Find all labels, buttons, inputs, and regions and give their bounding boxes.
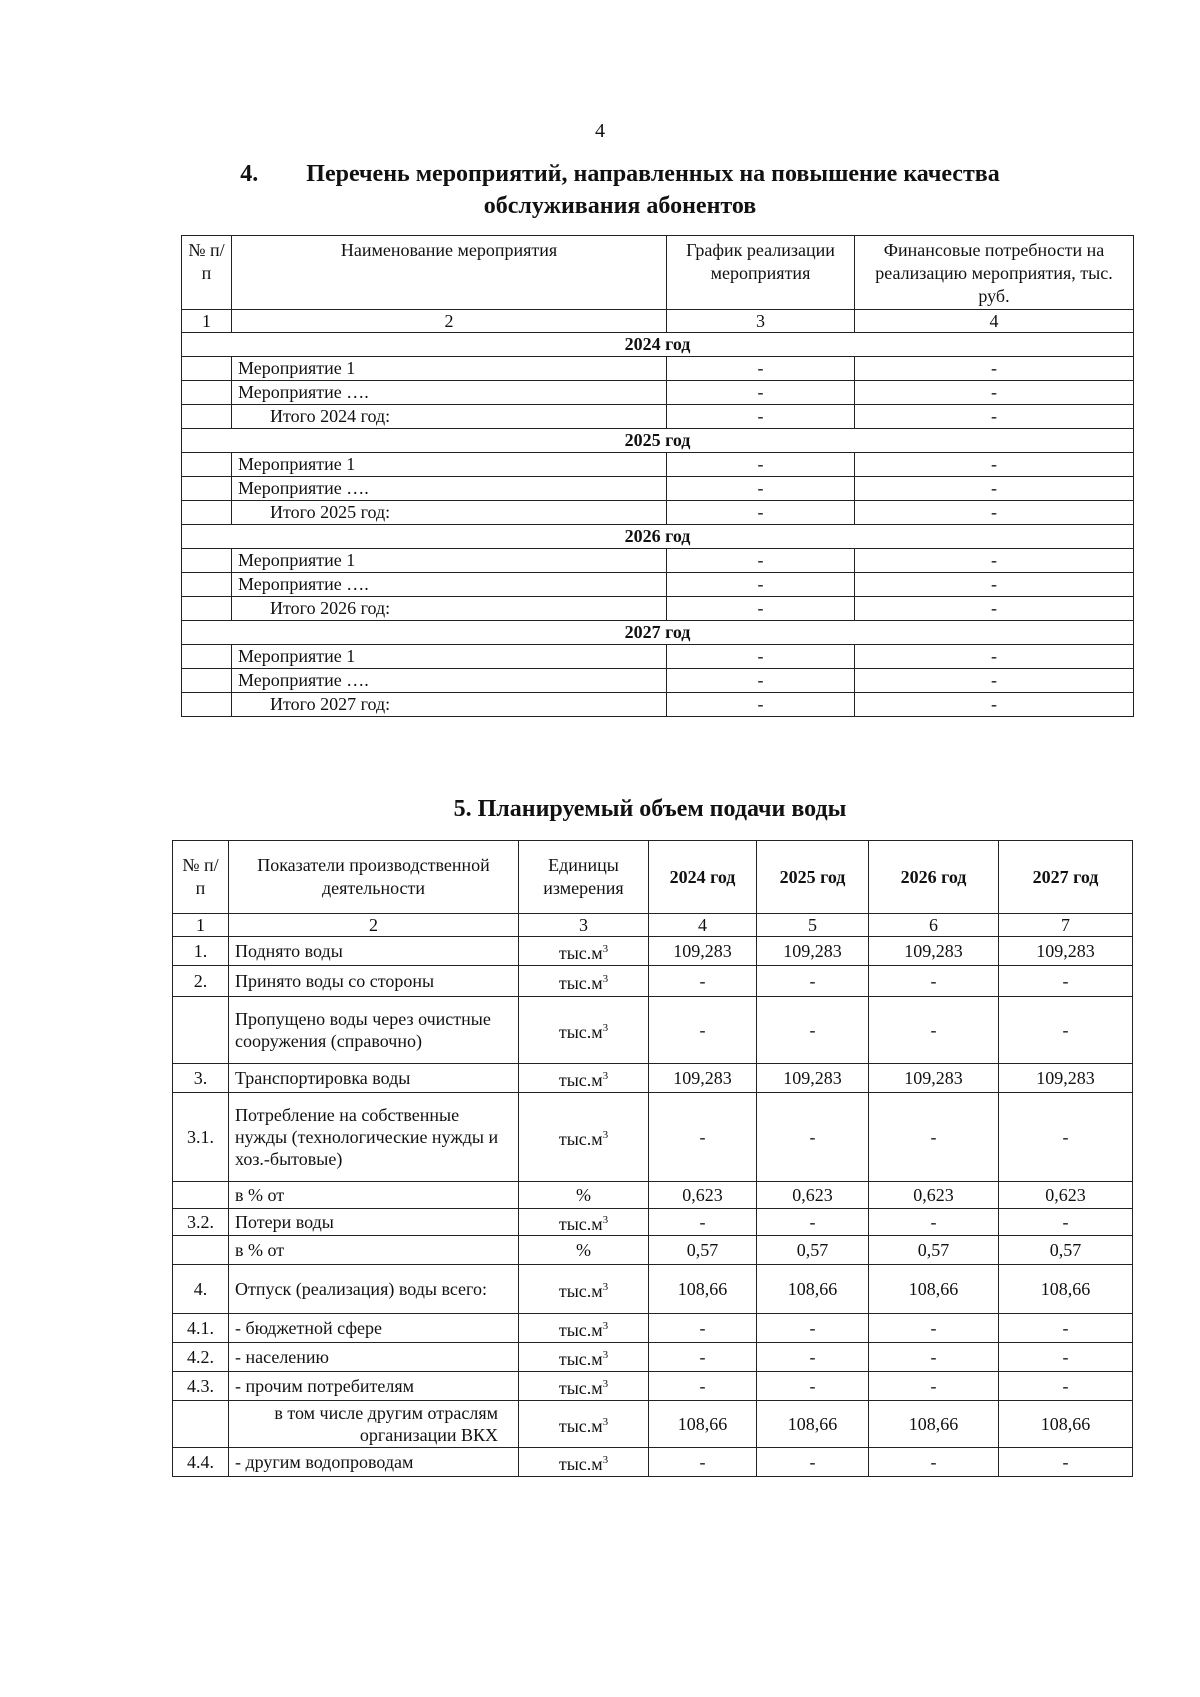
year-row-2026 (182, 525, 1134, 549)
finance-value: - (855, 693, 1134, 717)
section-5-title: 5. Планируемый объем подачи воды (453, 796, 847, 822)
unit-value (519, 1093, 649, 1182)
unit-value (519, 1401, 649, 1448)
header-2024: 2024 год (649, 841, 757, 914)
table-row (173, 966, 1133, 997)
table-row (173, 1372, 1133, 1401)
unit-exponent: 3 (602, 973, 609, 985)
year-value: 0,57 (869, 1236, 999, 1265)
year-value: - (649, 1448, 757, 1477)
indicator-name: Принято воды со стороны (229, 966, 519, 997)
section-4-number: 4. (240, 161, 259, 187)
year-value: 0,623 (649, 1182, 757, 1209)
water-table-header (173, 841, 1133, 914)
unit-base: тыс.м (558, 1070, 603, 1090)
unit-value (519, 1064, 649, 1093)
unit-value (519, 1314, 649, 1343)
year-value: 108,66 (757, 1401, 869, 1448)
total-row (182, 501, 1134, 525)
schedule-value: - (667, 549, 855, 573)
year-value: - (869, 1343, 999, 1372)
column-number: 2 (229, 914, 519, 937)
unit-exponent: 3 (602, 1281, 609, 1293)
row-number: 4.3. (173, 1372, 229, 1401)
table-row (182, 573, 1134, 597)
year-value: 109,283 (869, 1064, 999, 1093)
year-label: 2025 год (182, 429, 1134, 453)
year-value: - (649, 966, 757, 997)
finance-value: - (855, 645, 1134, 669)
indicator-name: в % от (229, 1182, 519, 1209)
header-2025: 2025 год (757, 841, 869, 914)
measures-table-header (182, 236, 1134, 310)
unit-value (519, 1209, 649, 1236)
year-value: - (757, 1448, 869, 1477)
unit-base: тыс.м (558, 1281, 603, 1301)
unit-base: тыс.м (558, 1022, 603, 1042)
measure-name: Мероприятие 1 (232, 357, 667, 381)
year-value: - (757, 997, 869, 1064)
section-4-title-line1: Перечень мероприятий, направленных на повышение качества (306, 161, 1000, 187)
year-value: 108,66 (999, 1265, 1133, 1314)
finance-value: - (855, 477, 1134, 501)
row-number: 4.4. (173, 1448, 229, 1477)
unit-base: тыс.м (558, 1454, 603, 1474)
year-value: - (649, 997, 757, 1064)
year-label: 2024 год (182, 333, 1134, 357)
schedule-value: - (667, 669, 855, 693)
year-value: - (999, 966, 1133, 997)
schedule-value: - (667, 597, 855, 621)
year-row-2027 (182, 621, 1134, 645)
year-value: - (869, 1314, 999, 1343)
row-number (173, 1236, 229, 1265)
indicator-name: - прочим потребителям (229, 1372, 519, 1401)
year-value: 0,57 (999, 1236, 1133, 1265)
measure-name: Мероприятие 1 (232, 645, 667, 669)
year-value: - (869, 1372, 999, 1401)
table-row (173, 1343, 1133, 1372)
schedule-value: - (667, 645, 855, 669)
row-number: 4.1. (173, 1314, 229, 1343)
finance-value: - (855, 357, 1134, 381)
unit-value (519, 1265, 649, 1314)
year-value: 108,66 (869, 1401, 999, 1448)
header-2026: 2026 год (869, 841, 999, 914)
year-value: - (869, 1448, 999, 1477)
table-row (173, 1182, 1133, 1209)
unit-base: тыс.м (558, 973, 603, 993)
header-2027: 2027 год (999, 841, 1133, 914)
table-row (173, 1093, 1133, 1182)
unit-value (519, 1372, 649, 1401)
table-row (182, 453, 1134, 477)
unit-exponent: 3 (602, 1454, 609, 1466)
year-value: 109,283 (757, 1064, 869, 1093)
year-value: - (649, 1343, 757, 1372)
total-row (182, 597, 1134, 621)
schedule-value: - (667, 693, 855, 717)
table-row (173, 1064, 1133, 1093)
year-value: - (869, 1209, 999, 1236)
measure-name: Мероприятие …. (232, 669, 667, 693)
year-value: - (757, 1343, 869, 1372)
indicator-name: Потери воды (229, 1209, 519, 1236)
indicator-name: - бюджетной сфере (229, 1314, 519, 1343)
measure-name: Мероприятие 1 (232, 453, 667, 477)
year-value: 109,283 (999, 937, 1133, 966)
row-number: 4. (173, 1265, 229, 1314)
year-value: 109,283 (649, 1064, 757, 1093)
table-row (173, 937, 1133, 966)
row-number: 4.2. (173, 1343, 229, 1372)
measure-name: Мероприятие 1 (232, 549, 667, 573)
schedule-value: - (667, 453, 855, 477)
section-4-title (20, 158, 1200, 222)
year-value: 109,283 (869, 937, 999, 966)
unit-value (519, 966, 649, 997)
table-row (173, 1448, 1133, 1477)
year-value: 108,66 (649, 1401, 757, 1448)
measures-table (181, 235, 1134, 717)
year-label: 2027 год (182, 621, 1134, 645)
schedule-value: - (667, 477, 855, 501)
table-row (182, 549, 1134, 573)
unit-base: тыс.м (558, 1378, 603, 1398)
year-value: - (869, 966, 999, 997)
column-numbers-row (173, 914, 1133, 937)
unit-exponent: 3 (602, 1214, 609, 1226)
year-value: - (649, 1093, 757, 1182)
header-indicator: Показатели производственной деятельности (229, 841, 519, 914)
year-value: - (999, 1372, 1133, 1401)
schedule-value: - (667, 405, 855, 429)
column-numbers-row (182, 310, 1134, 333)
unit-base: тыс.м (558, 1349, 603, 1369)
total-row (182, 405, 1134, 429)
table-row (173, 1209, 1133, 1236)
unit-value: % (519, 1182, 649, 1209)
water-supply-table (172, 840, 1133, 1477)
year-row-2024 (182, 333, 1134, 357)
unit-base: тыс.м (558, 1416, 603, 1436)
table-row (182, 477, 1134, 501)
indicator-name: Потребление на собственные нужды (технологические нужды и хоз.-бытовые) (229, 1093, 519, 1182)
year-value: 0,57 (757, 1236, 869, 1265)
measure-name: Мероприятие …. (232, 381, 667, 405)
indicator-name: Отпуск (реализация) воды всего: (229, 1265, 519, 1314)
row-number (173, 1182, 229, 1209)
finance-value: - (855, 597, 1134, 621)
header-num: № п/п (173, 841, 229, 914)
header-finance: Финансовые потребности на реализацию мероприятия, тыс. руб. (855, 236, 1134, 310)
year-value: - (869, 1093, 999, 1182)
column-number: 5 (757, 914, 869, 937)
unit-exponent: 3 (602, 1070, 609, 1082)
table-row (182, 381, 1134, 405)
column-number: 4 (855, 310, 1134, 333)
row-number: 3.2. (173, 1209, 229, 1236)
unit-exponent: 3 (602, 1378, 609, 1390)
unit-value (519, 1343, 649, 1372)
indicator-name: - другим водопроводам (229, 1448, 519, 1477)
row-number (173, 997, 229, 1064)
unit-exponent: 3 (602, 1349, 609, 1361)
year-value: 109,283 (757, 937, 869, 966)
column-number: 7 (999, 914, 1133, 937)
measure-name: Мероприятие …. (232, 477, 667, 501)
finance-value: - (855, 453, 1134, 477)
year-value: 0,623 (999, 1182, 1133, 1209)
year-value: 108,66 (649, 1265, 757, 1314)
year-value: 0,57 (649, 1236, 757, 1265)
total-label: Итого 2026 год: (232, 597, 667, 621)
unit-base: тыс.м (558, 1129, 603, 1149)
year-value: - (649, 1209, 757, 1236)
indicator-name: в % от (229, 1236, 519, 1265)
column-number: 2 (232, 310, 667, 333)
column-number: 3 (667, 310, 855, 333)
finance-value: - (855, 405, 1134, 429)
finance-value: - (855, 549, 1134, 573)
table-row (173, 1265, 1133, 1314)
unit-exponent: 3 (602, 1022, 609, 1034)
table-row (182, 645, 1134, 669)
year-value: - (869, 997, 999, 1064)
unit-base: тыс.м (558, 1320, 603, 1340)
header-name: Наименование мероприятия (232, 236, 667, 310)
indicator-name: в том числе другим отраслям организации ВКХ (229, 1401, 519, 1448)
schedule-value: - (667, 501, 855, 525)
column-number: 4 (649, 914, 757, 937)
year-value: 109,283 (999, 1064, 1133, 1093)
row-number (173, 1401, 229, 1448)
indicator-name: Пропущено воды через очистные сооружения (справочно) (229, 997, 519, 1064)
header-unit: Единицы измерения (519, 841, 649, 914)
year-value: - (649, 1372, 757, 1401)
unit-value (519, 997, 649, 1064)
year-value: - (757, 1372, 869, 1401)
indicator-name: - населению (229, 1343, 519, 1372)
finance-value: - (855, 381, 1134, 405)
total-label: Итого 2025 год: (232, 501, 667, 525)
finance-value: - (855, 573, 1134, 597)
column-number: 1 (182, 310, 232, 333)
schedule-value: - (667, 381, 855, 405)
year-label: 2026 год (182, 525, 1134, 549)
schedule-value: - (667, 573, 855, 597)
unit-exponent: 3 (602, 1129, 609, 1141)
section-4-title-line2: обслуживания абонентов (483, 193, 757, 219)
measure-name: Мероприятие …. (232, 573, 667, 597)
unit-value: % (519, 1236, 649, 1265)
row-number: 1. (173, 937, 229, 966)
year-value: - (757, 1209, 869, 1236)
finance-value: - (855, 669, 1134, 693)
year-value: - (649, 1314, 757, 1343)
year-value: - (999, 1093, 1133, 1182)
year-value: - (999, 1209, 1133, 1236)
unit-value (519, 1448, 649, 1477)
year-value: 108,66 (869, 1265, 999, 1314)
header-schedule: График реализации мероприятия (667, 236, 855, 310)
year-value: - (757, 966, 869, 997)
row-number: 3. (173, 1064, 229, 1093)
table-row (173, 1314, 1133, 1343)
year-value: - (757, 1093, 869, 1182)
year-value: 108,66 (999, 1401, 1133, 1448)
unit-value (519, 937, 649, 966)
unit-base: тыс.м (558, 943, 603, 963)
year-value: 109,283 (649, 937, 757, 966)
total-label: Итого 2024 год: (232, 405, 667, 429)
unit-exponent: 3 (602, 943, 609, 955)
table-row (173, 1401, 1133, 1448)
indicator-name: Транспортировка воды (229, 1064, 519, 1093)
year-value: 108,66 (757, 1265, 869, 1314)
year-value: - (999, 997, 1133, 1064)
table-row (182, 669, 1134, 693)
total-label: Итого 2027 год: (232, 693, 667, 717)
unit-base: тыс.м (558, 1214, 603, 1234)
column-number: 1 (173, 914, 229, 937)
year-row-2025 (182, 429, 1134, 453)
row-number: 2. (173, 966, 229, 997)
year-value: - (999, 1343, 1133, 1372)
row-number: 3.1. (173, 1093, 229, 1182)
header-num: № п/п (182, 236, 232, 310)
total-row (182, 693, 1134, 717)
year-value: - (999, 1314, 1133, 1343)
indicator-name: Поднято воды (229, 937, 519, 966)
finance-value: - (855, 501, 1134, 525)
table-row (173, 997, 1133, 1064)
column-number: 3 (519, 914, 649, 937)
year-value: - (757, 1314, 869, 1343)
year-value: - (999, 1448, 1133, 1477)
schedule-value: - (667, 357, 855, 381)
year-value: 0,623 (869, 1182, 999, 1209)
table-row (182, 357, 1134, 381)
year-value: 0,623 (757, 1182, 869, 1209)
unit-exponent: 3 (602, 1416, 609, 1428)
unit-exponent: 3 (602, 1320, 609, 1332)
table-row (173, 1236, 1133, 1265)
column-number: 6 (869, 914, 999, 937)
page-number: 4 (595, 120, 605, 142)
